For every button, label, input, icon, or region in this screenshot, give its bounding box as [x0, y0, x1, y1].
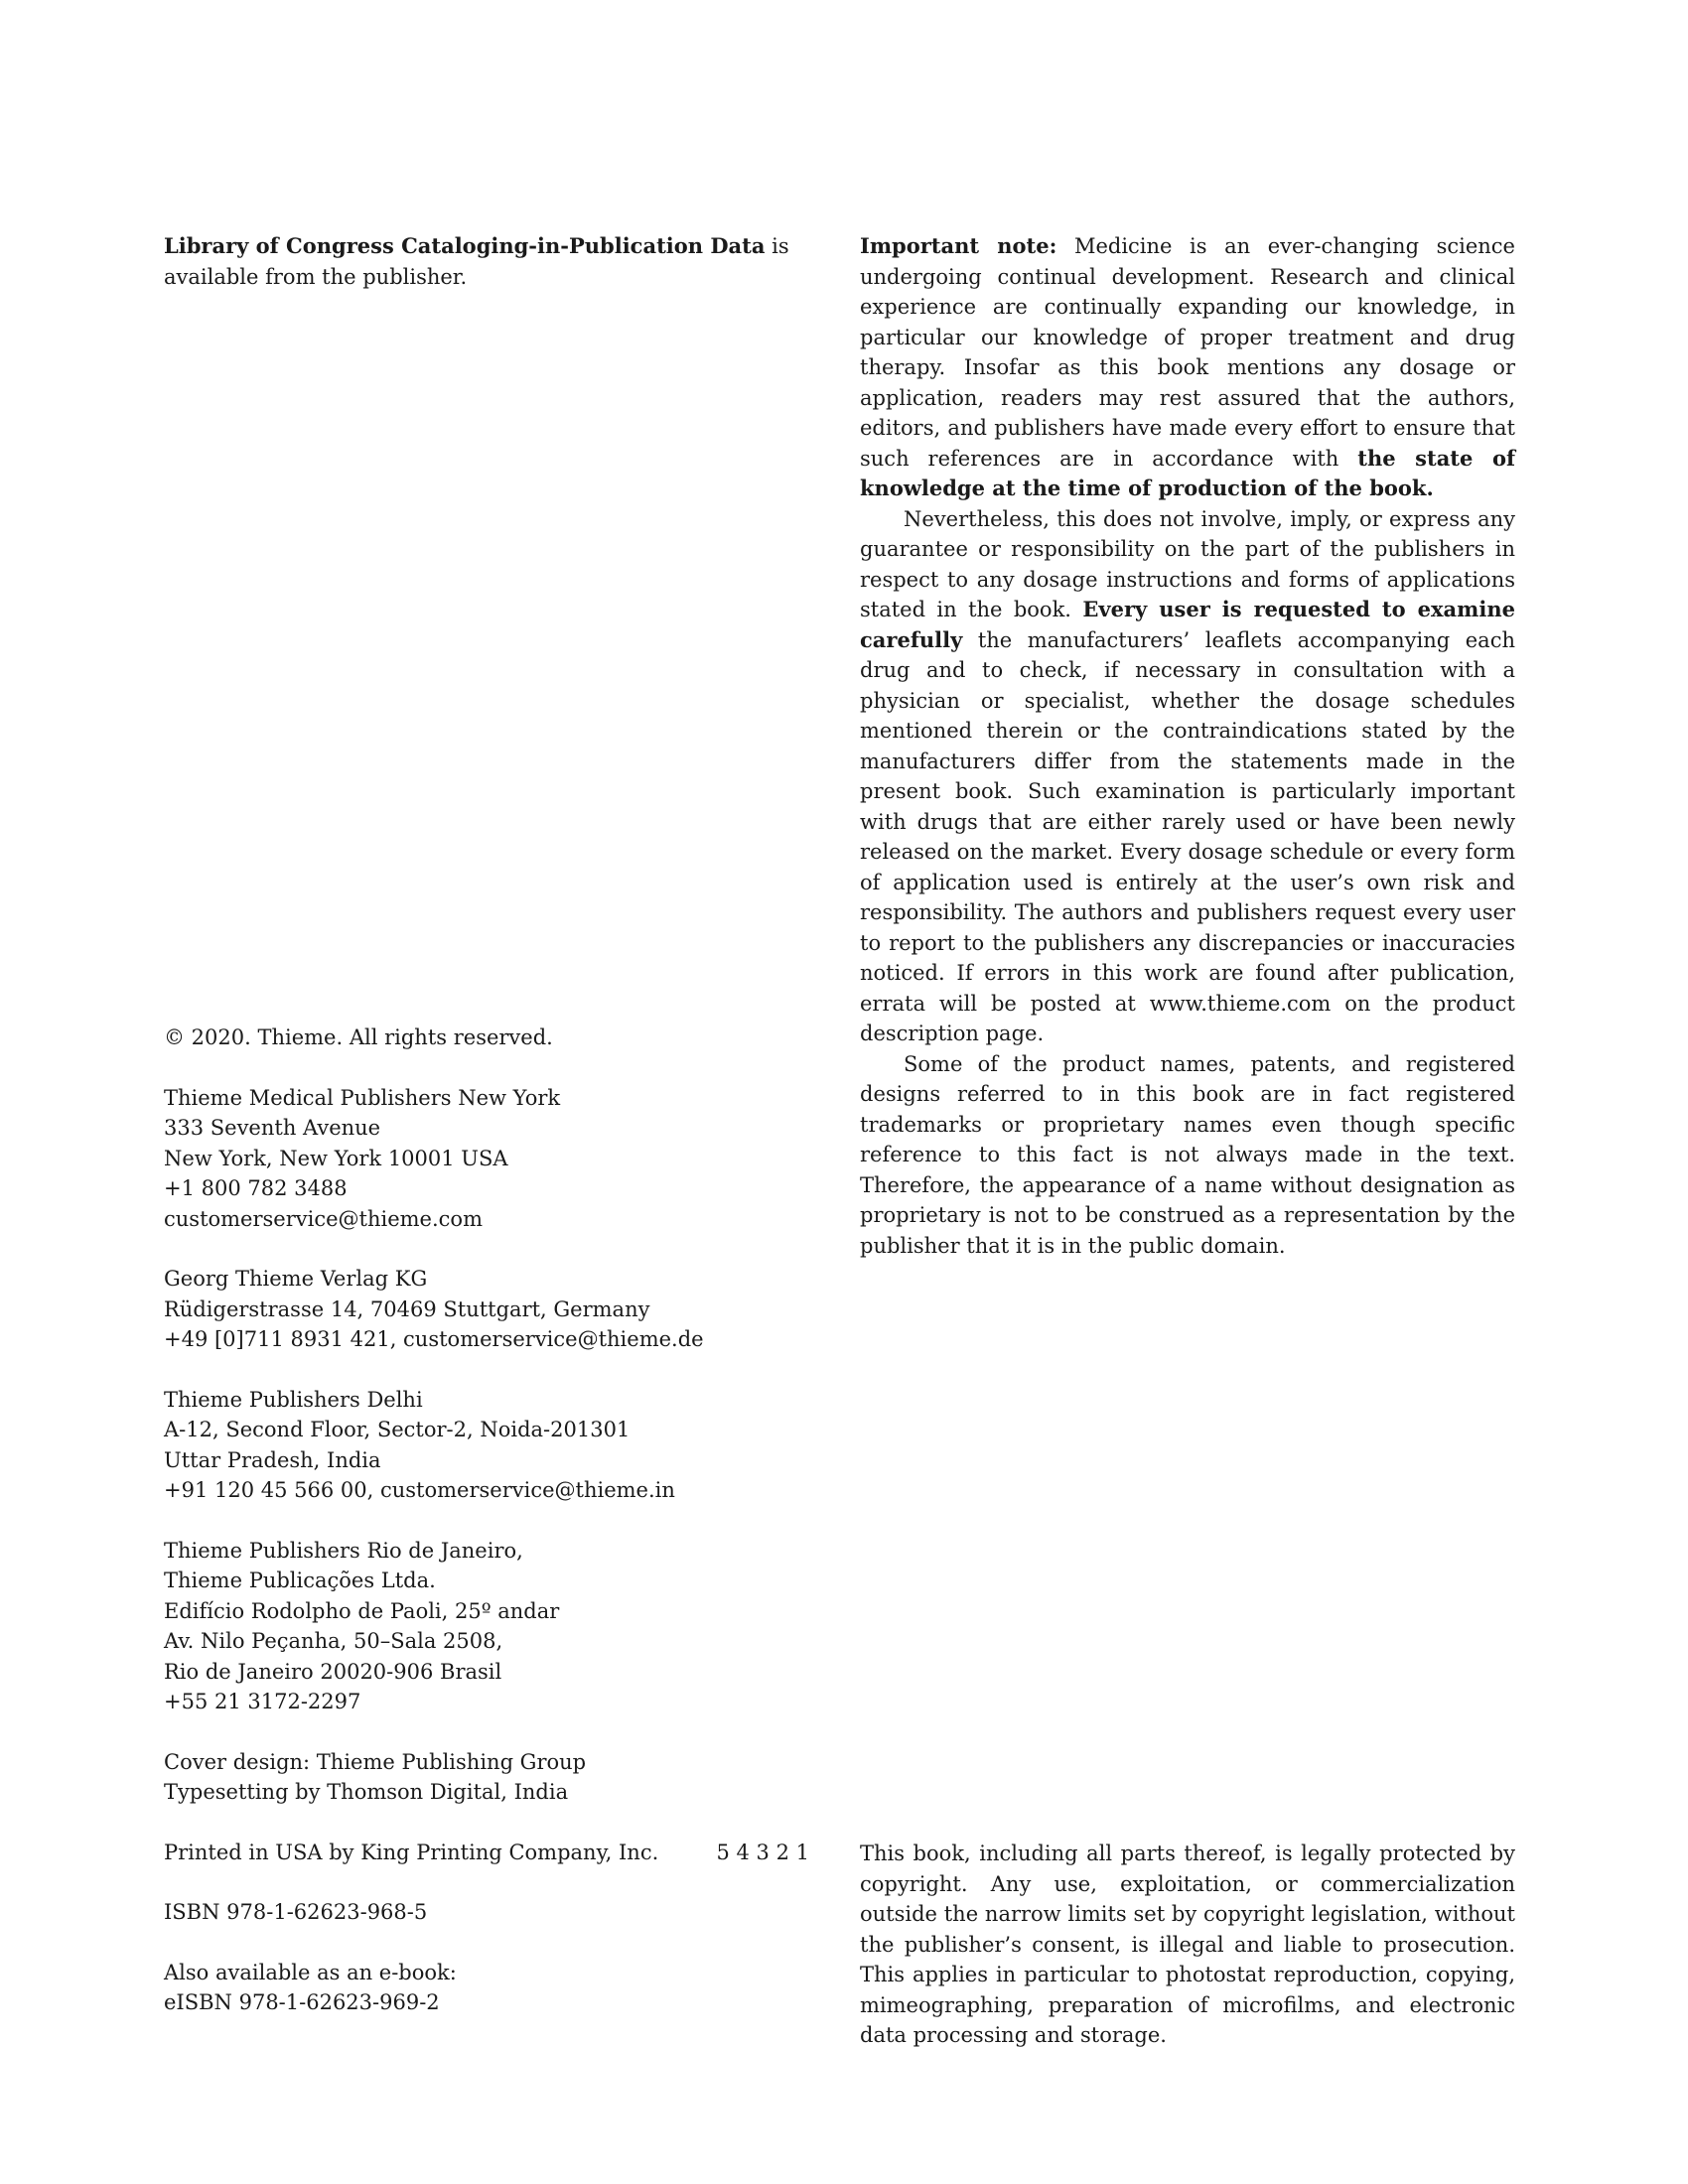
important-note-p3: Some of the product names, patents, and registered designs referred to in this book are in fact registered trademarks or proprietary names even though specific reference to this fact is not always made in the text. Therefore, the appearance of a name without designation as proprietary is not to be construed as a representation by the publisher that it is in the public domain.	[860, 1051, 1515, 1258]
address-line: Georg Thieme Verlag KG	[164, 1267, 428, 1291]
address-rio	[164, 1536, 809, 1717]
legal-text: This book, including all parts thereof, is legally protected by copyright. Any use, exploitation, or commercialization outside the narrow limits set by copyright legislation, without the publisher’s consent, is illegal and liable to prosecution. This applies in particular to photostat reproduction, copying, mimeographing, preparation of microfilms, and electronic data processing and storage.	[860, 1842, 1515, 2047]
printed-line: Printed in USA by King Printing Company, Inc.	[164, 1840, 659, 1864]
publisher-block	[164, 1023, 809, 2018]
important-note-p2-bold: Every user is requested to examine carefully	[860, 597, 1515, 652]
address-line: +55 21 3172-2297	[164, 1690, 361, 1713]
address-line: Thieme Publishers Rio de Janeiro,	[164, 1538, 523, 1563]
cover-design: Cover design: Thieme Publishing Group	[164, 1749, 587, 1774]
address-line: +91 120 45 566 00, customerservice@thieme.in	[164, 1478, 675, 1502]
address-stuttgart	[164, 1264, 809, 1355]
copyright-line: © 2020. Thieme. All rights reserved.	[164, 1025, 553, 1049]
important-note	[860, 231, 1515, 1261]
address-line: 333 Seventh Avenue	[164, 1116, 381, 1140]
cip-text: is available from the publisher.	[164, 234, 789, 289]
address-line: Uttar Pradesh, India	[164, 1447, 381, 1472]
ebook-block	[164, 1958, 809, 2018]
address-line: Thieme Publishers Delhi	[164, 1387, 423, 1412]
credits	[164, 1747, 809, 1808]
address-line: +1 800 782 3488	[164, 1176, 348, 1200]
cip-block	[164, 231, 809, 292]
legal-notice	[860, 1839, 1515, 2051]
address-line: Av. Nilo Peçanha, 50–Sala 2508,	[164, 1629, 503, 1653]
address-line: Thieme Publicações Ltda.	[164, 1569, 436, 1592]
address-line: A-12, Second Floor, Sector-2, Noida-201301	[164, 1418, 631, 1441]
ebook-label: Also available as an e-book:	[164, 1960, 457, 1984]
isbn: ISBN 978-1-62623-968-5	[164, 1900, 428, 1924]
important-note-p1	[860, 231, 1515, 504]
address-line: Rüdigerstrasse 14, 70469 Stuttgart, Germany	[164, 1297, 650, 1321]
important-note-label: Important note:	[860, 233, 1057, 258]
eisbn: eISBN 978-1-62623-969-2	[164, 1990, 440, 2014]
cip-title: Library of Congress Cataloging-in-Publication Data	[164, 233, 766, 258]
address-line: Thieme Medical Publishers New York	[164, 1085, 561, 1110]
printed-row	[164, 1838, 809, 1868]
important-note-p2-text-b: the manufacturers’ leaflets accompanying each drug and to check, if necessary in consultation with a physician or specialist, whether the dosage schedules mentioned therein or the contraindications stated by the manufacturers differ from the statements made in the present book. Such examination is particularly important with drugs that are either rarely used or have been newly released on the market. Every dosage schedule or every form of application used is entirely at the user’s own risk and responsibility. The authors and publishers request every user to report to the publishers any discrepancies or inaccuracies noticed. If errors in this work are found after publication, errata will be posted at www.thieme.com on the product description page.	[860, 627, 1515, 1045]
address-line: Edifício Rodolpho de Paoli, 25º andar	[164, 1598, 560, 1623]
address-delhi	[164, 1385, 809, 1506]
important-note-p1-text: Medicine is an ever-changing science undergoing continual development. Research and clinical experience are continually expanding our knowledge, in particular our knowledge of proper treatment and drug therapy. Insofar as this book mentions any dosage or application, readers may rest assured that the authors, editors, and publishers have made every effort to ensure that such references are in accordance with	[860, 234, 1515, 471]
address-line: New York, New York 10001 USA	[164, 1146, 508, 1170]
typesetting: Typesetting by Thomson Digital, India	[164, 1780, 569, 1804]
important-note-p1-bold: the state of knowledge at the time of production of the book.	[860, 445, 1515, 500]
address-line: customerservice@thieme.com	[164, 1206, 483, 1231]
address-line: +49 [0]711 8931 421, customerservice@thieme.de	[164, 1327, 704, 1351]
address-line: Rio de Janeiro 20020-906 Brasil	[164, 1659, 502, 1684]
printing-numbers: 5 4 3 2 1	[716, 1840, 809, 1864]
important-note-p2-text-a: Nevertheless, this does not involve, imply, or express any guarantee or responsibility on the part of the publishers in respect to any dosage instructions and forms of applications stated in the book.	[860, 506, 1515, 621]
important-note-p2	[860, 504, 1515, 1049]
address-new-york	[164, 1083, 809, 1235]
